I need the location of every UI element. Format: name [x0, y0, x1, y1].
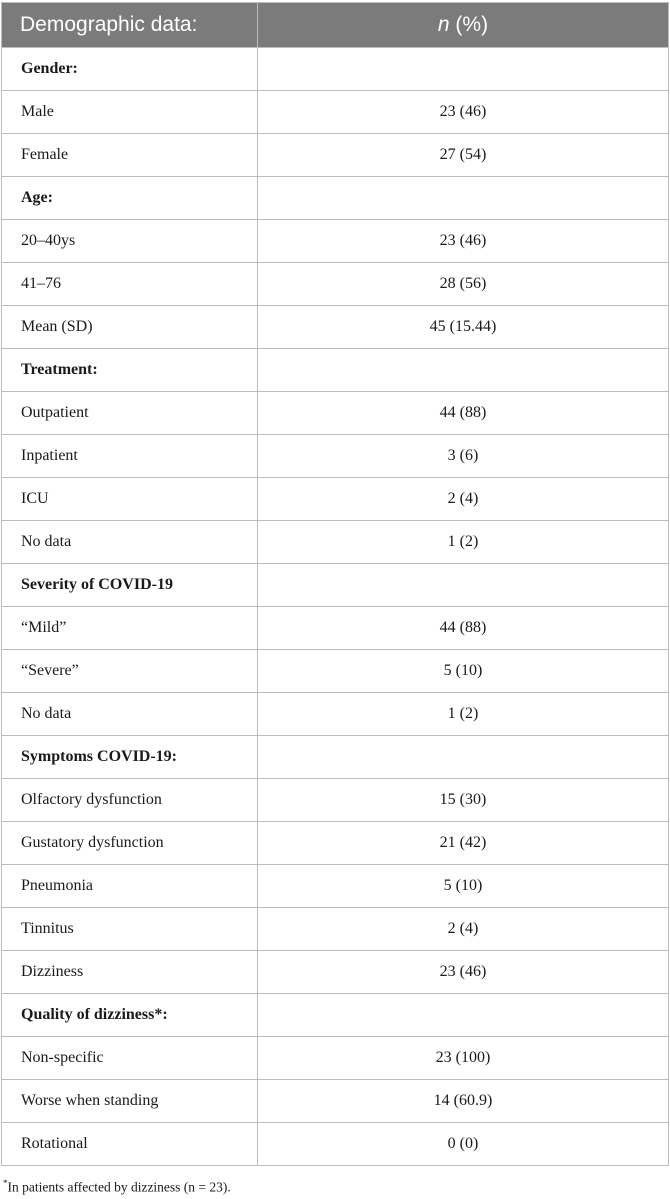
table-row	[2, 951, 669, 994]
table-row	[2, 1080, 669, 1123]
row-value	[258, 48, 669, 91]
table-row	[2, 134, 669, 177]
table-row	[2, 779, 669, 822]
table-row	[2, 1123, 669, 1166]
section-row	[2, 349, 669, 392]
row-value: 23 (46)	[258, 91, 669, 134]
row-label: Olfactory dysfunction	[2, 779, 258, 822]
table-body	[2, 48, 669, 1166]
row-value	[258, 564, 669, 607]
row-value: 1 (2)	[258, 693, 669, 736]
section-row	[2, 48, 669, 91]
section-row	[2, 564, 669, 607]
section-label: Quality of dizziness*:	[2, 994, 258, 1037]
table-header	[2, 3, 669, 48]
row-value: 28 (56)	[258, 263, 669, 306]
demographic-table	[1, 2, 669, 1166]
row-label: Gustatory dysfunction	[2, 822, 258, 865]
table-row	[2, 478, 669, 521]
row-label: Dizziness	[2, 951, 258, 994]
header-row	[2, 3, 669, 48]
row-label: Outpatient	[2, 392, 258, 435]
row-value: 27 (54)	[258, 134, 669, 177]
section-label: Treatment:	[2, 349, 258, 392]
table-row	[2, 435, 669, 478]
table-row	[2, 91, 669, 134]
row-value: 3 (6)	[258, 435, 669, 478]
table-row	[2, 306, 669, 349]
row-label: Inpatient	[2, 435, 258, 478]
row-label: 41–76	[2, 263, 258, 306]
row-value: 15 (30)	[258, 779, 669, 822]
header-n-italic: n	[437, 13, 450, 36]
row-value	[258, 994, 669, 1037]
row-value: 21 (42)	[258, 822, 669, 865]
row-value: 23 (100)	[258, 1037, 669, 1080]
demographic-table-container	[0, 2, 670, 1196]
row-label: 20–40ys	[2, 220, 258, 263]
table-row	[2, 693, 669, 736]
table-row	[2, 650, 669, 693]
table-row	[2, 392, 669, 435]
table-row	[2, 263, 669, 306]
row-label: Male	[2, 91, 258, 134]
row-label: ICU	[2, 478, 258, 521]
row-value	[258, 736, 669, 779]
row-label: “Severe”	[2, 650, 258, 693]
table-row	[2, 607, 669, 650]
header-demographic-data: Demographic data:	[2, 3, 258, 48]
row-label: “Mild”	[2, 607, 258, 650]
row-value: 1 (2)	[258, 521, 669, 564]
row-value: 23 (46)	[258, 951, 669, 994]
row-value	[258, 349, 669, 392]
row-value: 14 (60.9)	[258, 1080, 669, 1123]
footnote	[3, 1178, 670, 1196]
row-value: 44 (88)	[258, 392, 669, 435]
row-value	[258, 177, 669, 220]
row-value: 2 (4)	[258, 478, 669, 521]
row-value: 5 (10)	[258, 865, 669, 908]
row-value: 23 (46)	[258, 220, 669, 263]
section-label: Symptoms COVID-19:	[2, 736, 258, 779]
section-label: Severity of COVID-19	[2, 564, 258, 607]
row-value: 2 (4)	[258, 908, 669, 951]
table-row	[2, 1037, 669, 1080]
row-value: 5 (10)	[258, 650, 669, 693]
row-label: Tinnitus	[2, 908, 258, 951]
row-value: 0 (0)	[258, 1123, 669, 1166]
row-value: 44 (88)	[258, 607, 669, 650]
row-label: Female	[2, 134, 258, 177]
header-n-percent	[258, 3, 669, 48]
table-row	[2, 908, 669, 951]
table-row	[2, 822, 669, 865]
row-label: No data	[2, 693, 258, 736]
table-row	[2, 521, 669, 564]
section-row	[2, 736, 669, 779]
row-label: Rotational	[2, 1123, 258, 1166]
row-label: Non-specific	[2, 1037, 258, 1080]
table-row	[2, 865, 669, 908]
row-value: 45 (15.44)	[258, 306, 669, 349]
footnote-marker: *	[3, 1178, 8, 1188]
section-row	[2, 994, 669, 1037]
row-label: No data	[2, 521, 258, 564]
row-label: Pneumonia	[2, 865, 258, 908]
table-row	[2, 220, 669, 263]
section-label: Age:	[2, 177, 258, 220]
section-label: Gender:	[2, 48, 258, 91]
row-label: Mean (SD)	[2, 306, 258, 349]
section-row	[2, 177, 669, 220]
footnote-text: In patients affected by dizziness (n = 23).	[7, 1179, 231, 1195]
row-label: Worse when standing	[2, 1080, 258, 1123]
header-percent: (%)	[449, 13, 489, 36]
